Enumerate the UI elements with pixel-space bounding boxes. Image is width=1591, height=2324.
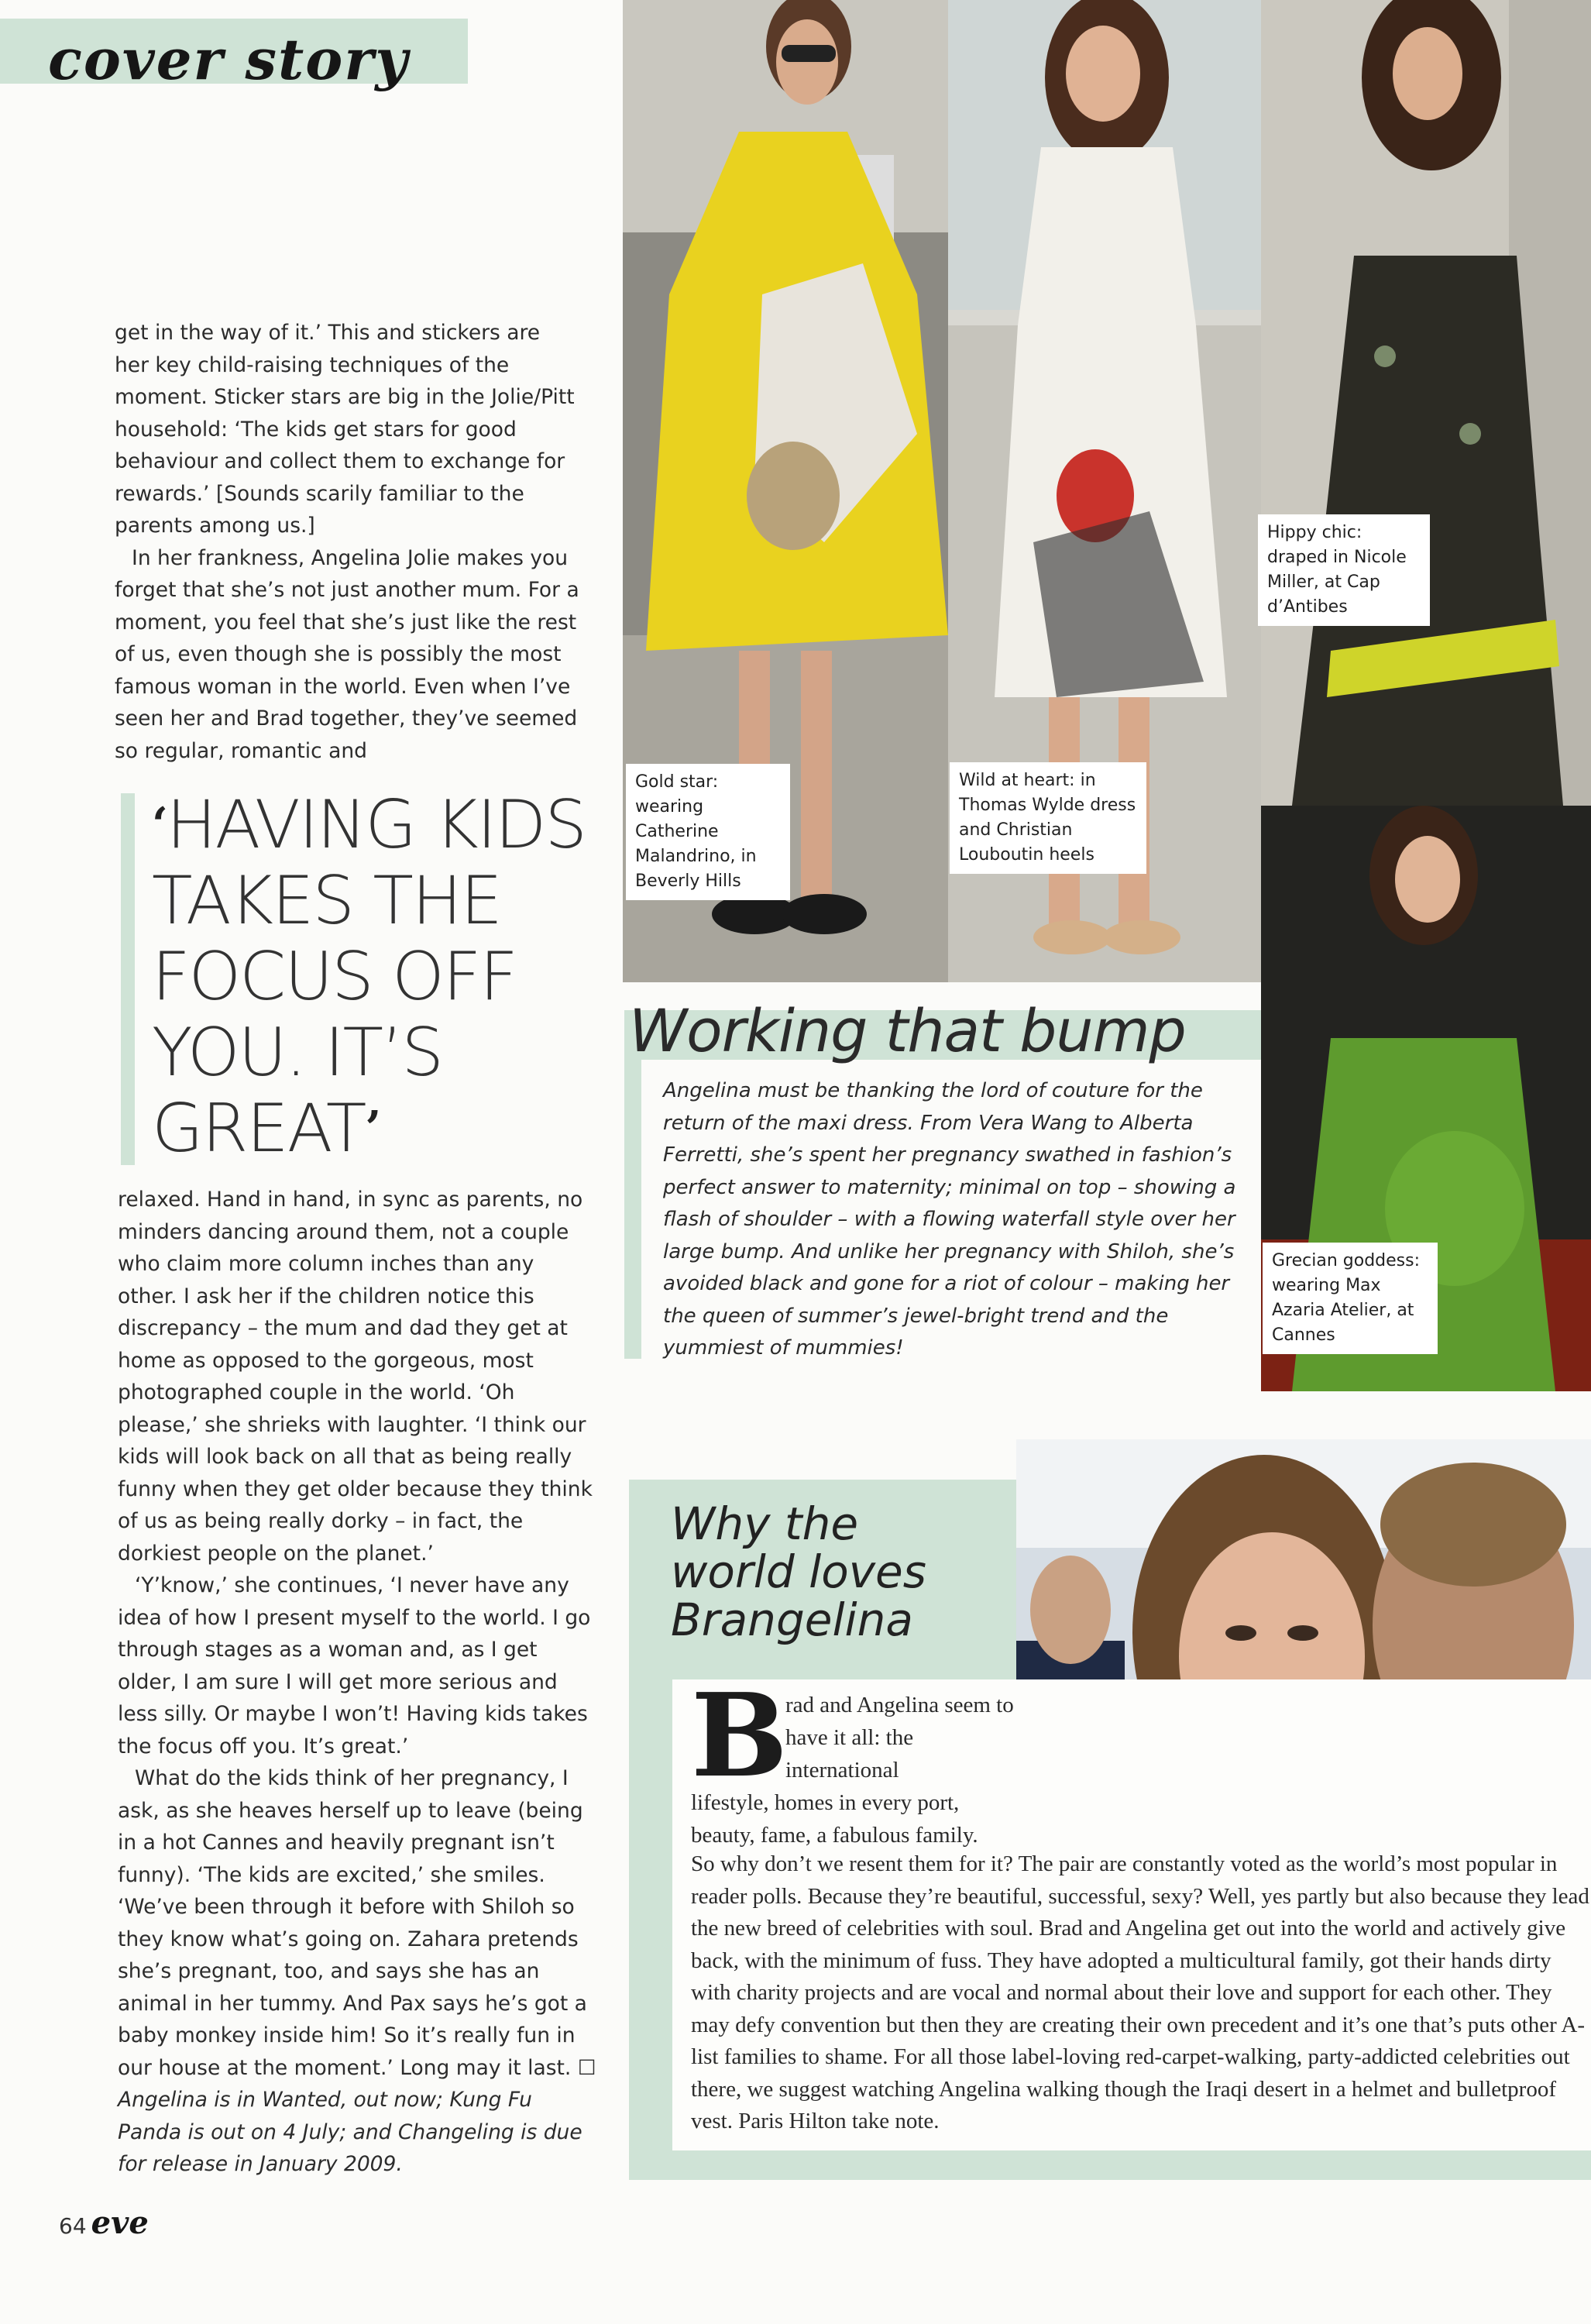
close-quote-mark: ’ bbox=[365, 1102, 380, 1156]
caption-grecian-goddess: Grecian goddess: wearing Max Azaria Atelier, at Cannes bbox=[1263, 1243, 1438, 1354]
brangelina-lead-continued: lifestyle, homes in every port, beauty, fame, a fabulous family. bbox=[691, 1790, 978, 1848]
bump-body: Angelina must be thanking the lord of couture for the return of the maxi dress. From Vera Wang to Alberta Ferretti, she’s spent her pregnancy swathed in fashion’s perfect answer to maternity; minimal on top – showing a flash of shoulder – with a flowing waterfall style over her large bump. And unlike her pregnancy with Shiloh, she’s avoided black and gone for a riot of colour – making her the queen of summer’s jewel-bright trend and the yummiest of mummies! bbox=[663, 1079, 1236, 1360]
drop-cap: B bbox=[691, 1668, 789, 1803]
pull-quote bbox=[152, 787, 586, 1167]
section-tag-label: cover story bbox=[48, 26, 410, 92]
brangelina-title: Why the world loves Brangelina bbox=[671, 1497, 926, 1646]
bump-title: Working that bump bbox=[629, 996, 1186, 1065]
brangelina-body: So why don’t we resent them for it? The pair are constantly voted as the world’s most popular in reader polls. Because they’re beautiful, successful, sexy? Well, yes partly but also because they lead the new breed of celebrities with soul. Brad and Angelina get out into the world and actively give back, with the minimum of fuss. They have adopted a multicultural family, got their hands dirty with charity projects and are vocal and normal about their love and support for each other. They may defy convention but then they are creating their own precedent and it’s one that’s puts other A-list families to shame. For all those label-loving red-carpet-walking, party-addicted celebrities out there, we suggest watching Angelina walking though the Iraqi desert in a helmet and bulletproof vest. Paris Hilton take note. bbox=[691, 1851, 1589, 2133]
article-column-top bbox=[115, 317, 579, 767]
paragraph: relaxed. Hand in hand, in sync as parents, no minders dancing around them, not a couple who claim more column inches than any other. I ask her if the children notice this discrepancy – the mum and dad they get at home as opposed to the gorgeous, most photographed couple in the world. ‘Oh please,’ she shrieks with laughter. ‘I think our kids will look back on all that as being really funny when they get older because they think of us as being really dorky – in fact, the dorkiest people on the planet.’ bbox=[118, 1188, 593, 1566]
paragraph: What do the kids think of her pregnancy, I ask, as she heaves herself up to leave (being in a hot Cannes and heavily pregnant isn’t funny). ‘The kids are excited,’ she smiles. ‘We’ve been through it before with Shiloh so they know what’s going on. Zahara pretends she’s pregnant, too, and says she has an animal in her tummy. And Pax says he’s got a baby monkey inside him! So it’s really fun in our house at the moment.’ Long may it last. ☐ bbox=[118, 1766, 596, 2080]
open-quote-mark: ‘ bbox=[152, 798, 167, 852]
paragraph: ‘Y’know,’ she continues, ‘I never have any idea of how I present myself to the world. I go through stages as a woman and, as I get older, I am sure I will get more serious and less silly. Or maybe I won’t! Having kids takes the focus off you. It’s great.’ bbox=[118, 1573, 591, 1758]
caption-gold-star: Gold star: wearing Catherine Malandrino, in Beverly Hills bbox=[626, 764, 790, 900]
brangelina-lead: rad and Angelina seem to have it all: the international bbox=[785, 1693, 1014, 1783]
pull-quote-bar bbox=[121, 793, 135, 1165]
section-tag bbox=[0, 19, 468, 92]
pull-quote-text: HAVING KIDS TAKES THE FOCUS OFF YOU. IT’S GREAT bbox=[152, 786, 586, 1167]
article-column-bottom bbox=[118, 1184, 598, 2181]
paragraph: In her frankness, Angelina Jolie makes you forget that she’s not just another mum. For a moment, you feel that she’s just like the rest of us, even though she is possibly the most famous woman in the world. Even when I’ve seen her and Brad together, they’ve seemed so regular, romantic and bbox=[115, 545, 579, 763]
caption-hippy-chic: Hippy chic: draped in Nicole Miller, at Cap d’Antibes bbox=[1258, 514, 1430, 626]
page-folio bbox=[59, 2205, 149, 2241]
magazine-logo: eve bbox=[91, 2205, 149, 2241]
caption-wild-at-heart: Wild at heart: in Thomas Wylde dress and Christian Louboutin heels bbox=[950, 762, 1146, 874]
paragraph: get in the way of it.’ This and stickers are her key child-raising techniques of the moment. Sticker stars are big in the Jolie/Pitt household: ‘The kids get stars for good behaviour and collect them to exchange for rewards.’ [Sounds scarily familiar to the parents among us.] bbox=[115, 321, 575, 538]
end-note: Angelina is in Wanted, out now; Kung Fu Panda is out on 4 July; and Changeling is due for release in January 2009. bbox=[118, 2088, 582, 2176]
page-number: 64 bbox=[59, 2213, 87, 2239]
photo-patterned-dress bbox=[1261, 0, 1591, 806]
